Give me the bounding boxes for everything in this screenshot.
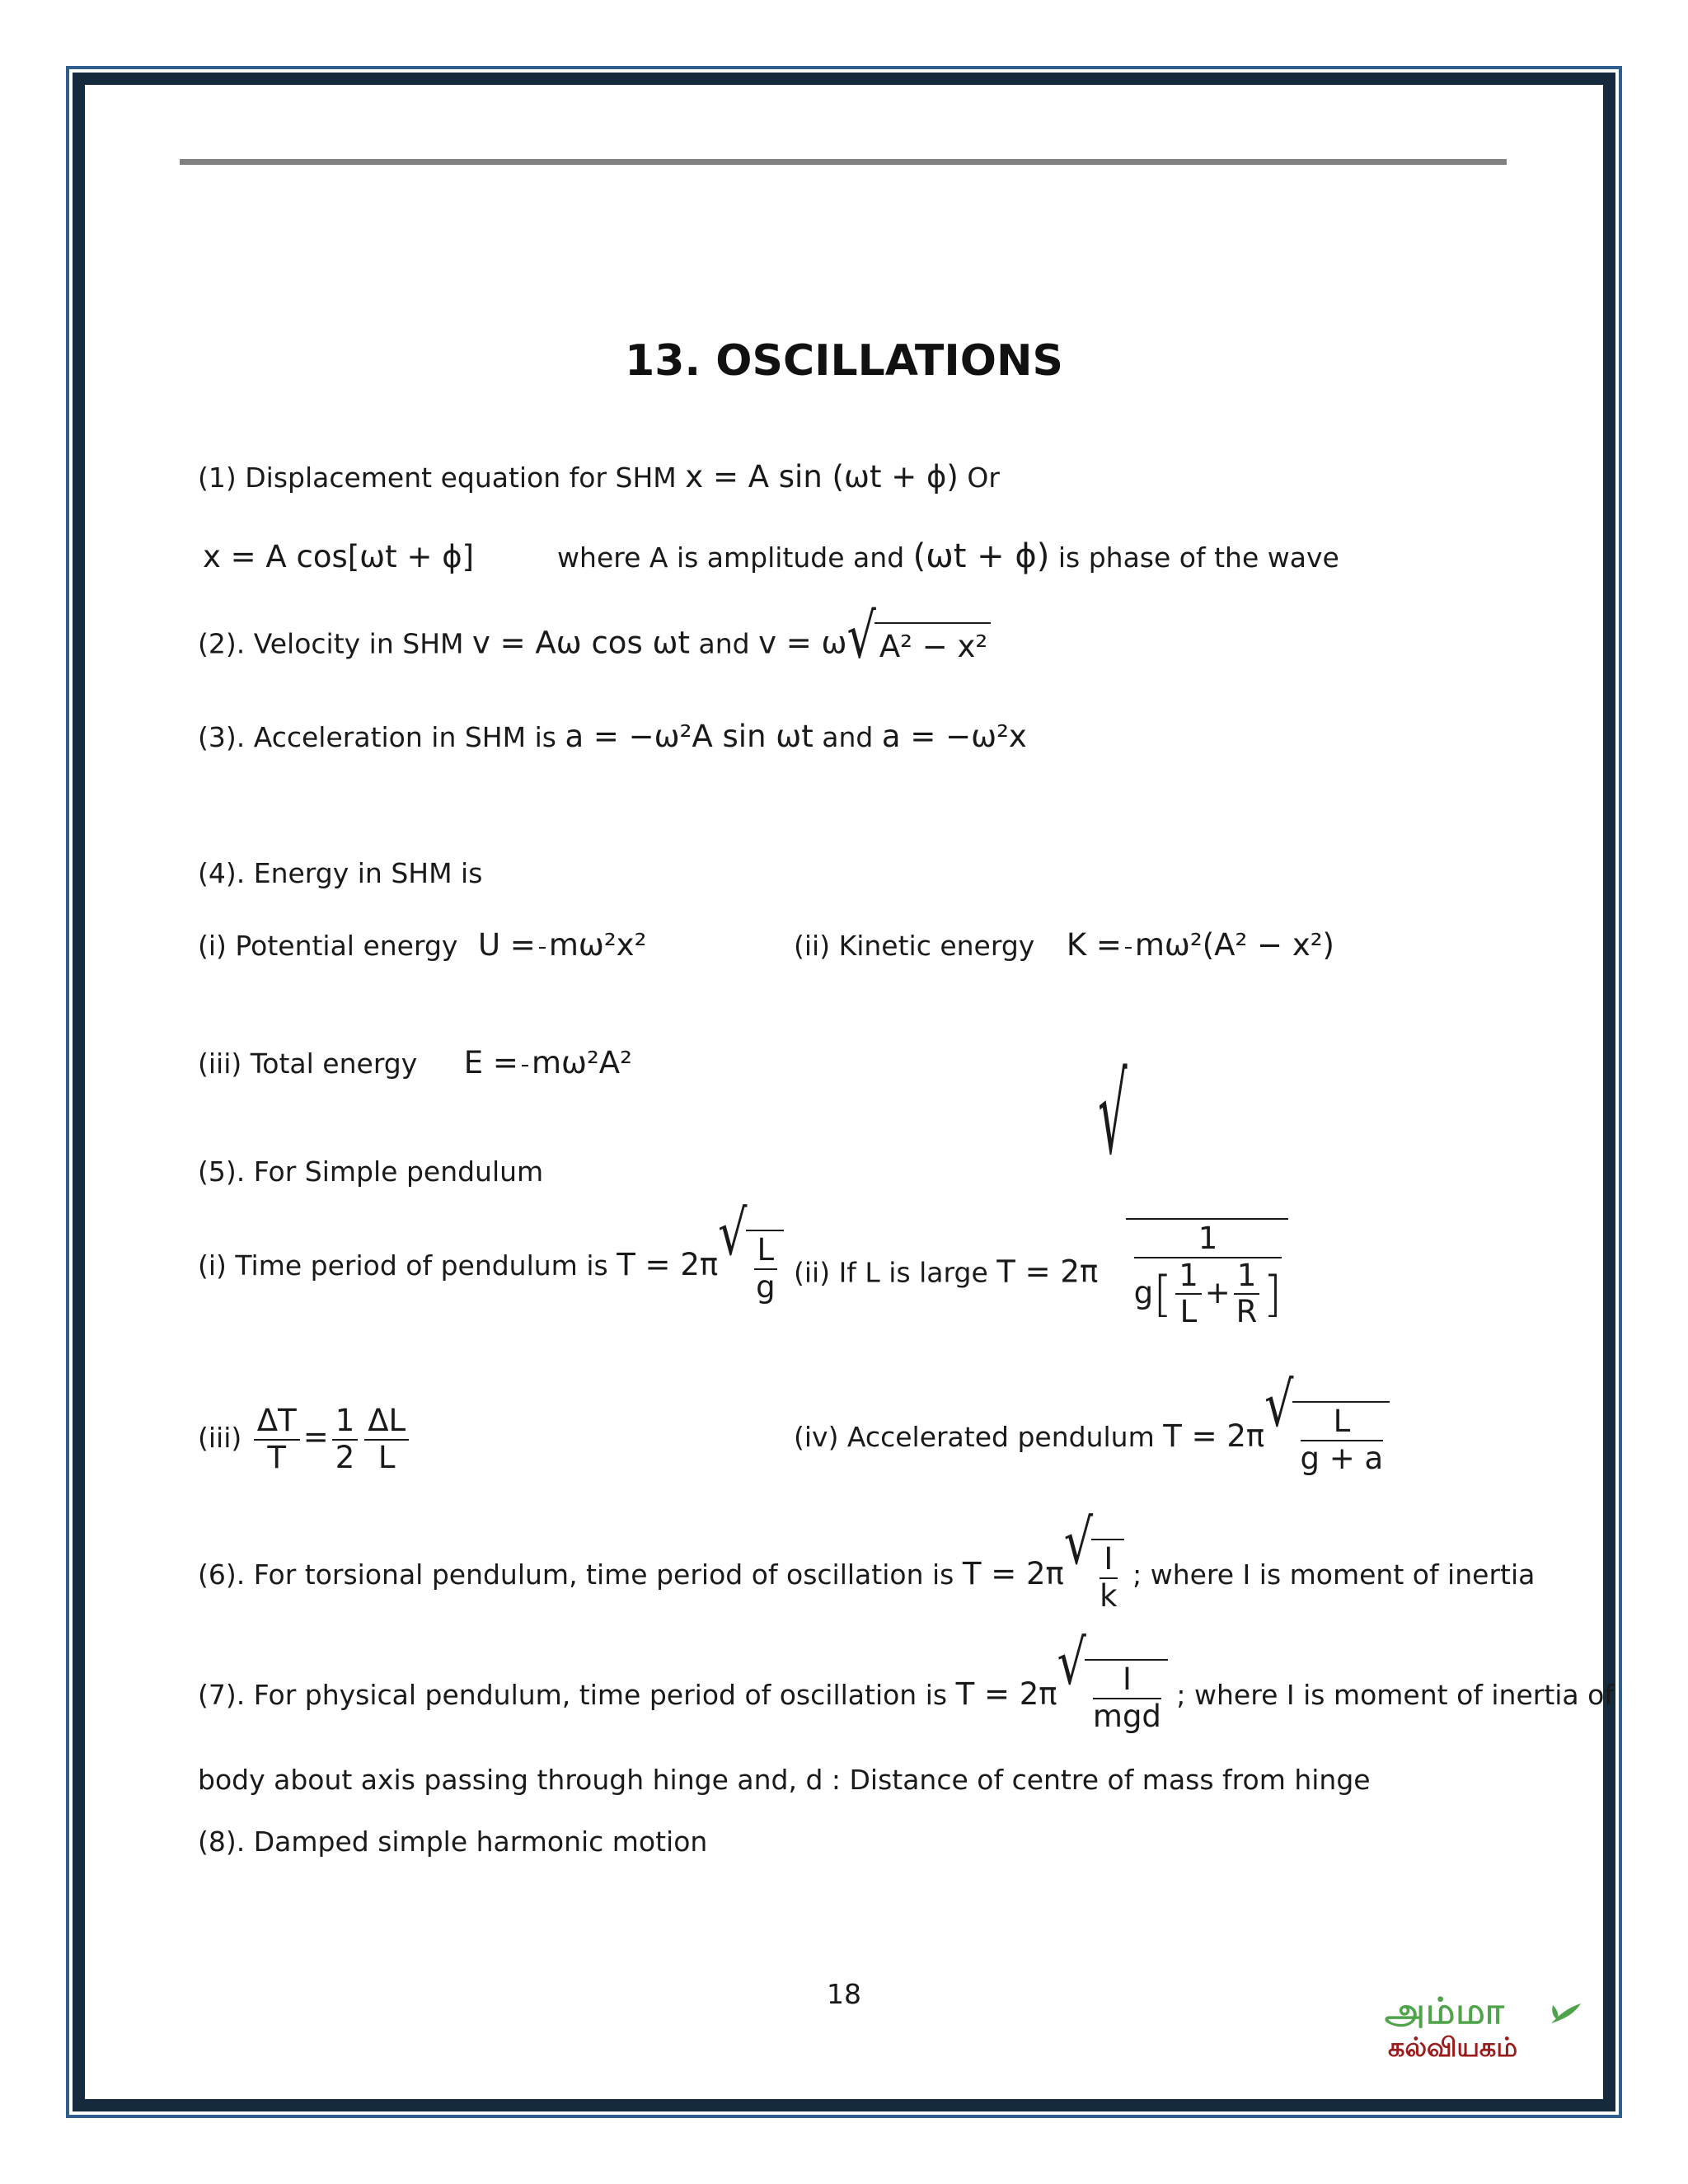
item-5d (794, 1369, 1390, 1476)
item-1 (198, 459, 1000, 494)
logo-line-1: அம்மா (1385, 1990, 1505, 2032)
header-rule (180, 159, 1507, 165)
item-5a-lhs: T = 2π (617, 1247, 719, 1283)
item-5c (198, 1404, 412, 1475)
item-6-label: (6). For torsional pendulum, time period of oscillation is (198, 1558, 954, 1591)
logo-line-2: கல்வியகம் (1388, 2032, 1518, 2063)
item-6-lhs: T = 2π (962, 1556, 1064, 1592)
item-4b (794, 927, 1334, 963)
item-4b-label: (ii) Kinetic energy (794, 930, 1035, 962)
item-2-f2rad: A² − x² (874, 622, 991, 668)
sqrt-symbol: √ $\frac{I}{\text{mgd}}$ (1057, 1659, 1168, 1734)
item-1b-tail: is phase of the wave (1057, 541, 1339, 574)
delta-l-fraction: $\frac{\Delta L}{L}$ (364, 1404, 409, 1475)
item-2-f2pre: v = ω (758, 625, 847, 661)
item-2-and: and (698, 627, 750, 660)
item-8: (8). Damped simple harmonic motion (198, 1825, 708, 1858)
item-7-label: (7). For physical pendulum, time period of oscillation is (198, 1679, 948, 1712)
item-3-label: (3). Acceleration in SHM is (198, 721, 556, 753)
item-1-or: Or (967, 462, 1000, 494)
item-1-formula: x = A sin (ωt + ϕ) (685, 459, 959, 494)
item-3-f2: a = −ω²x (881, 719, 1027, 754)
leaf-icon (1550, 2000, 1582, 2025)
item-1-label: (1) Displacement equation for SHM (198, 462, 677, 494)
item-4c-rhs: mω²A² (531, 1045, 632, 1080)
item-5a-label: (i) Time period of pendulum is (198, 1249, 608, 1282)
sqrt-symbol: √ $\frac{I}{k}$ (1064, 1539, 1124, 1614)
half-fraction: $\frac{1}{2}$ (332, 1404, 359, 1475)
sqrt-symbol: √ A² − x² (846, 622, 991, 668)
item-4a (198, 927, 646, 963)
page-number: 18 (827, 1978, 861, 2010)
item-5c-label: (iii) (198, 1422, 242, 1455)
sqrt-symbol: √ 1 g[ $\frac{1}{L}$ + $\frac{1}{R}$ ] (1098, 1218, 1288, 1330)
item-7 (198, 1627, 1614, 1734)
equals-sign: = (302, 1419, 329, 1455)
item-4b-rhs: mω²(A² − x²) (1134, 927, 1334, 963)
item-4: (4). Energy in SHM is (198, 857, 483, 889)
half-fraction (522, 1065, 528, 1066)
item-4c (198, 1045, 632, 1080)
sqrt-symbol: √ $\frac{L}{g}$ (718, 1230, 784, 1305)
item-5d-lhs: T = 2π (1163, 1418, 1265, 1455)
item-4a-rhs: mω²x² (548, 927, 647, 963)
item-2-label: (2). Velocity in SHM (198, 627, 464, 660)
item-4b-lhs: K = (1066, 927, 1122, 963)
item-2-f1: v = Aω cos ωt (471, 625, 690, 661)
item-1b-text: where A is amplitude and (557, 541, 905, 574)
item-3 (198, 719, 1027, 754)
item-2 (198, 600, 991, 673)
item-5a (198, 1197, 784, 1305)
item-7b: body about axis passing through hinge and, d : Distance of centre of mass from hinge (198, 1764, 1371, 1796)
half-fraction (1125, 947, 1132, 949)
item-7-tail: ; where I is moment of inertia of (1176, 1679, 1614, 1712)
item-1b (203, 537, 1339, 575)
item-5b (794, 1052, 1288, 1330)
delta-t-fraction: $\frac{\Delta T}{T}$ (254, 1404, 300, 1475)
sqrt-symbol: √ $\frac{L}{g + a}$ (1264, 1401, 1390, 1476)
item-5: (5). For Simple pendulum (198, 1155, 544, 1188)
item-1b-phase: (ωt + ϕ) (912, 537, 1050, 575)
item-5b-lhs: T = 2π (996, 1254, 1099, 1290)
half-fraction (539, 947, 546, 949)
item-3-f1: a = −ω²A sin ωt (565, 719, 814, 754)
item-4c-lhs: E = (463, 1045, 518, 1080)
page-title: 13. OSCILLATIONS (625, 336, 1063, 386)
item-1b-formula: x = A cos[ωt + ϕ] (203, 539, 475, 574)
item-5d-label: (iv) Accelerated pendulum (794, 1421, 1155, 1454)
item-4a-label: (i) Potential energy (198, 930, 458, 962)
item-7-lhs: T = 2π (955, 1676, 1057, 1713)
item-6 (198, 1507, 1536, 1614)
item-4a-lhs: U = (477, 927, 536, 963)
item-3-and: and (822, 721, 874, 753)
item-5b-label: (ii) If L is large (794, 1256, 988, 1289)
item-4c-label: (iii) Total energy (198, 1047, 418, 1080)
amma-logo (1385, 1990, 1582, 2064)
item-6-tail: ; where I is moment of inertia (1132, 1558, 1536, 1591)
